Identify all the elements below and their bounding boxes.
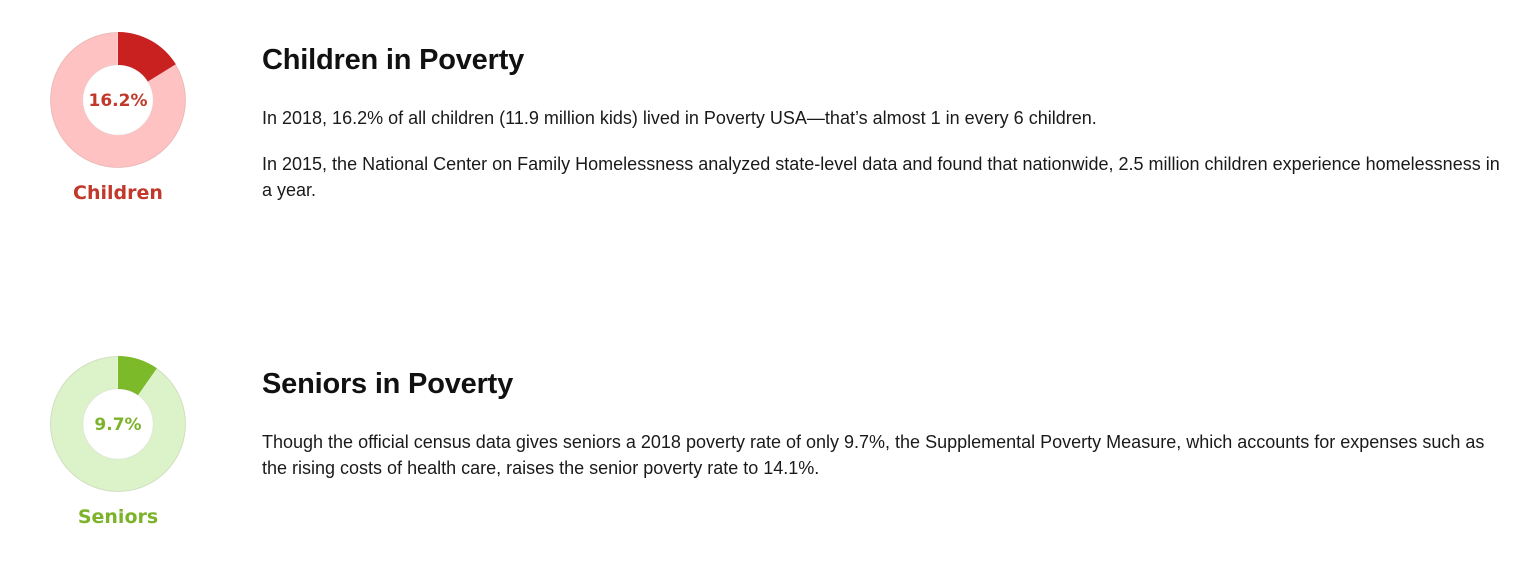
seniors-section (0, 340, 1536, 585)
children-donut-chart (44, 30, 192, 204)
children-donut-center-label: 16.2% (88, 91, 148, 111)
children-donut (44, 30, 192, 170)
children-donut-caption: Children (73, 182, 163, 204)
seniors-donut-caption: Seniors (77, 506, 159, 528)
seniors-content (262, 368, 1502, 501)
seniors-donut (44, 354, 192, 494)
children-content (262, 44, 1502, 223)
children-paragraph-2: In 2015, the National Center on Family Homelessness analyzed state-level data and found that nationwide, 2.5 million children experience homelessness in a year. (262, 154, 1500, 200)
seniors-paragraph-1: Though the official census data gives seniors a 2018 poverty rate of only 9.7%, the Supplemental Poverty Measure, which accounts for expenses such as the rising costs of health care, raises the senior poverty rate to 14.1%. (262, 432, 1485, 478)
seniors-heading: Seniors in Poverty (262, 368, 514, 400)
seniors-donut-center-label: 9.7% (94, 415, 142, 435)
children-heading: Children in Poverty (262, 44, 525, 76)
children-paragraph-1: In 2018, 16.2% of all children (11.9 million kids) lived in Poverty USA—that’s almost 1 in every 6 children. (262, 108, 1097, 128)
seniors-donut-chart (44, 354, 192, 528)
children-section (0, 0, 1536, 290)
